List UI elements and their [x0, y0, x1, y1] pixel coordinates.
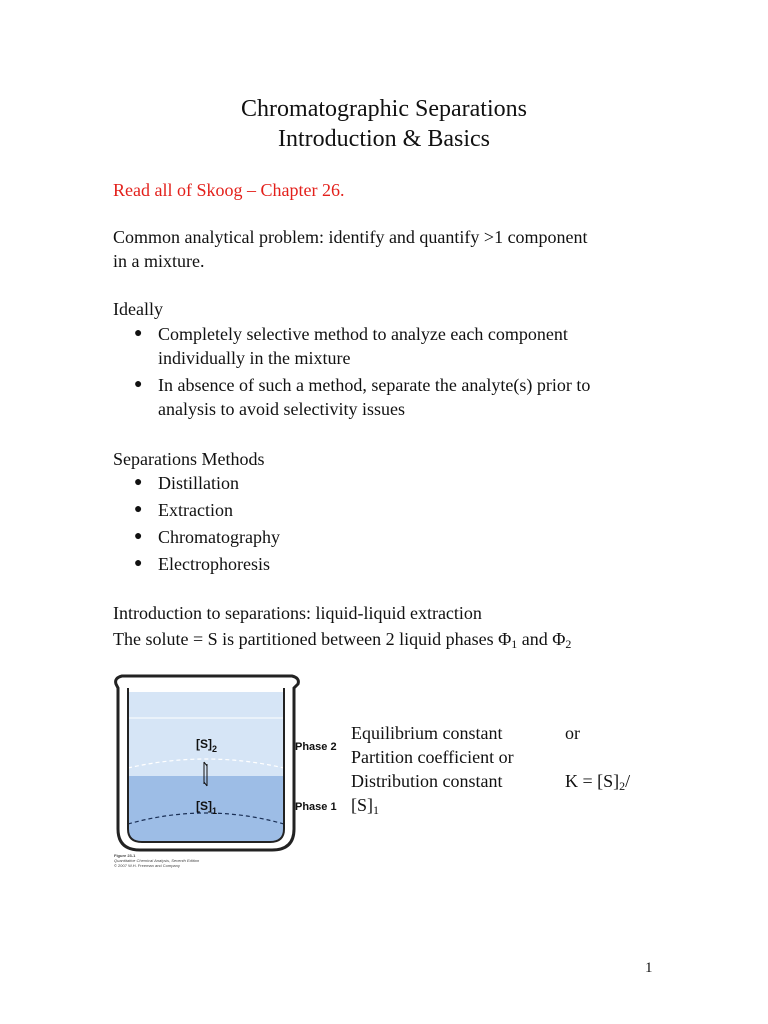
figure-caption-source: Quantitative Chemical Analysis, Seventh Edition	[114, 858, 200, 863]
figure-caption-copyright: © 2007 W.H. Freeman and Company	[114, 863, 180, 868]
bullet-icon: ●	[134, 502, 143, 517]
problem-statement-line-1: Common analytical problem: identify and quantify >1 component	[113, 227, 588, 247]
definition-equilibrium-constant: Equilibrium constant	[351, 723, 503, 743]
bullet-icon: ●	[134, 556, 143, 571]
method-item-chromatography: Chromatography	[158, 527, 280, 547]
method-item-distillation: Distillation	[158, 473, 239, 493]
s1-subscript: 1	[212, 806, 218, 816]
k-equation-sub-2: 2	[619, 779, 626, 793]
reading-assignment: Read all of Skoog – Chapter 26.	[113, 180, 345, 200]
k-equation-prefix: K = [S]	[565, 771, 620, 791]
definition-partition-coefficient: Partition coefficient or	[351, 747, 514, 767]
k-equation	[565, 769, 630, 793]
k-denominator-sub-1: 1	[373, 803, 379, 817]
bullet-icon: ●	[134, 377, 143, 392]
s1-label: [S]	[196, 799, 212, 813]
definition-distribution-constant: Distribution constant	[351, 771, 503, 791]
ideally-heading: Ideally	[113, 299, 163, 319]
method-item-extraction: Extraction	[158, 500, 233, 520]
k-equation-slash: /	[625, 771, 631, 791]
methods-heading: Separations Methods	[113, 449, 265, 469]
intro-line-2-text: The solute = S is partitioned between 2 liquid phases Φ	[113, 629, 512, 649]
ideally-item-1-line-2: individually in the mixture	[158, 348, 351, 368]
bullet-icon: ●	[134, 529, 143, 544]
ideally-item-2-line-1: In absence of such a method, separate the analyte(s) prior to	[158, 375, 591, 395]
definition-or-1: or	[565, 723, 580, 743]
bullet-icon: ●	[134, 326, 143, 341]
phase-2-subscript: 2	[565, 637, 572, 651]
s2-subscript: 2	[212, 744, 218, 754]
intro-line-2	[113, 627, 571, 651]
phase-1-label: Phase 1	[295, 801, 337, 813]
ideally-item-2-line-2: analysis to avoid selectivity issues	[158, 399, 405, 419]
ideally-item-1-line-1: Completely selective method to analyze each component	[158, 324, 568, 344]
bullet-icon: ●	[134, 475, 143, 490]
method-item-electrophoresis: Electrophoresis	[158, 554, 270, 574]
beaker-figure	[110, 664, 342, 870]
problem-statement-line-2: in a mixture.	[113, 251, 205, 271]
figure-caption-number: Figure 23-1	[114, 853, 136, 858]
page-title-line-2: Introduction & Basics	[278, 126, 490, 152]
s2-label: [S]	[196, 737, 212, 751]
page-title-line-1: Chromatographic Separations	[241, 96, 527, 122]
phase-2-label: Phase 2	[295, 741, 337, 753]
intro-line-1: Introduction to separations: liquid-liquid extraction	[113, 603, 482, 623]
k-denominator-text: [S]	[351, 795, 373, 815]
phase-1-subscript: 1	[511, 637, 518, 651]
intro-and-phase: and Φ	[517, 629, 566, 649]
k-equation-denominator	[351, 793, 379, 817]
page-number: 1	[645, 960, 653, 976]
